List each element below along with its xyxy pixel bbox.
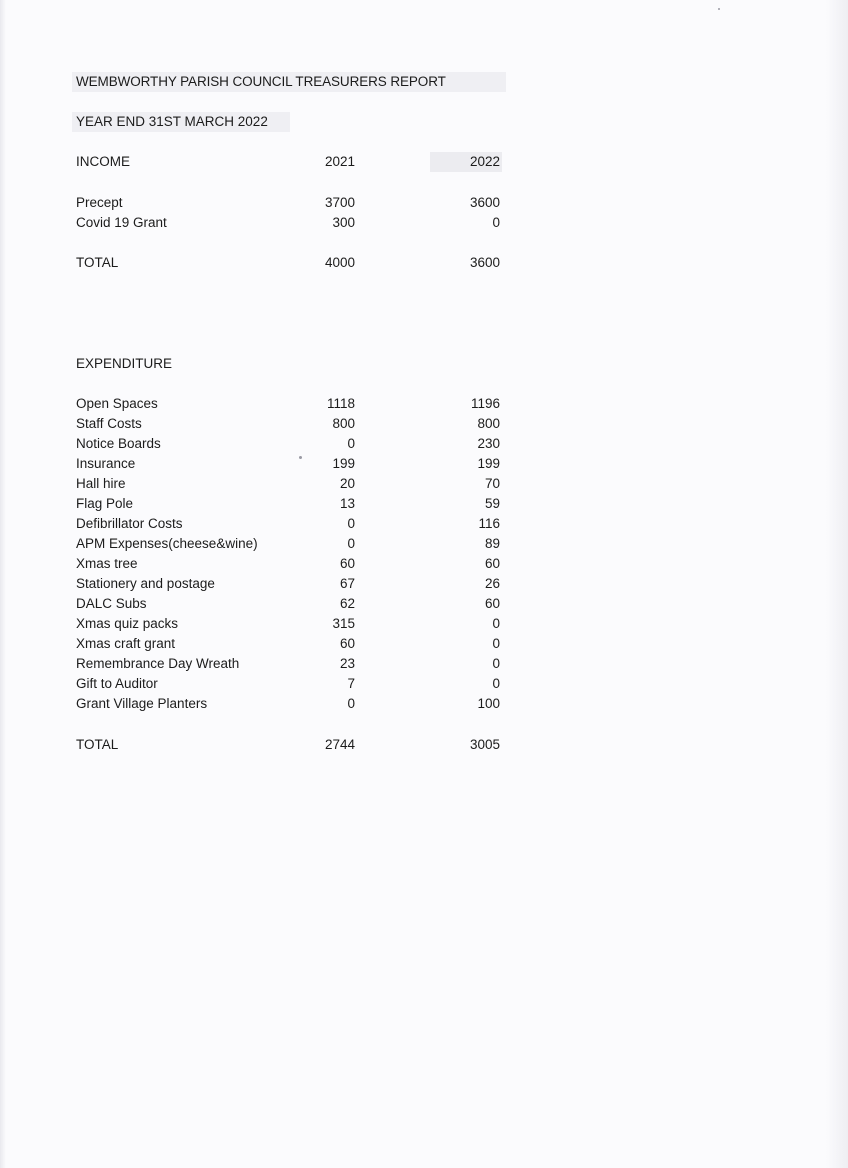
income-header-row (76, 152, 500, 172)
expenditure-row (76, 454, 500, 474)
value-2022: 70 (484, 476, 500, 491)
scan-edge-left (0, 0, 6, 1168)
row-label: Flag Pole (76, 496, 134, 511)
value-2021: 7 (347, 676, 355, 691)
value-2022: 100 (477, 696, 500, 711)
scan-speck (718, 8, 720, 10)
row-label: DALC Subs (76, 596, 147, 611)
total-2022: 3600 (469, 255, 500, 270)
expenditure-row (76, 494, 500, 514)
value-2021: 23 (339, 656, 355, 671)
value-2022: 0 (492, 656, 500, 671)
value-2022: 0 (492, 636, 500, 651)
value-2021: 20 (339, 476, 355, 491)
expenditure-row (76, 514, 500, 534)
report-title: WEMBWORTHY PARISH COUNCIL TREASURERS REPORT (72, 72, 506, 92)
expenditure-header-row (76, 354, 500, 374)
income-row (76, 213, 500, 233)
expenditure-row (76, 654, 500, 674)
report-subtitle: YEAR END 31ST MARCH 2022 (72, 112, 290, 132)
total-label: TOTAL (76, 255, 119, 270)
expenditure-row (76, 434, 500, 454)
total-2021: 2744 (324, 737, 355, 752)
row-label: Gift to Auditor (76, 676, 158, 691)
expenditure-row (76, 414, 500, 434)
value-2021: 62 (339, 596, 355, 611)
row-label: Grant Village Planters (76, 696, 208, 711)
expenditure-row (76, 594, 500, 614)
expenditure-heading: EXPENDITURE (76, 356, 173, 371)
value-2021: 0 (347, 536, 355, 551)
row-label: Precept (76, 195, 123, 210)
value-2021: 800 (332, 416, 355, 431)
expenditure-row (76, 694, 500, 714)
expenditure-row (76, 674, 500, 694)
value-2021: 67 (339, 576, 355, 591)
expenditure-total-row (76, 735, 500, 755)
value-2021: 315 (332, 616, 355, 631)
expenditure-row (76, 534, 500, 554)
row-label: Covid 19 Grant (76, 215, 167, 230)
value-2022: 116 (478, 516, 500, 531)
scan-edge-right (826, 0, 848, 1168)
value-2022: 800 (477, 416, 500, 431)
value-2021: 60 (339, 556, 355, 571)
value-2021: 0 (347, 436, 355, 451)
total-2021: 4000 (324, 255, 355, 270)
row-label: Stationery and postage (76, 576, 215, 591)
row-label: Open Spaces (76, 396, 158, 411)
column-header-2021: 2021 (324, 154, 355, 169)
value-2021: 1118 (326, 396, 355, 411)
value-2021: 0 (347, 696, 355, 711)
expenditure-row (76, 474, 500, 494)
income-heading: INCOME (76, 154, 130, 169)
column-header-2022: 2022 (469, 154, 500, 169)
row-label: Notice Boards (76, 436, 161, 451)
expenditure-row (76, 554, 500, 574)
expenditure-row (76, 634, 500, 654)
row-label: Xmas quiz packs (76, 616, 179, 631)
row-label: Remembrance Day Wreath (76, 656, 240, 671)
value-2021: 199 (332, 456, 355, 471)
income-row (76, 193, 500, 213)
income-total-row (76, 253, 500, 273)
value-2022: 1196 (470, 396, 500, 411)
value-2021: 3700 (324, 195, 355, 210)
value-2022: 60 (484, 556, 500, 571)
expenditure-row (76, 394, 500, 414)
value-2022: 0 (492, 676, 500, 691)
total-label: TOTAL (76, 737, 119, 752)
row-label: Hall hire (76, 476, 126, 491)
total-2022: 3005 (469, 737, 500, 752)
row-label: Staff Costs (76, 416, 142, 431)
expenditure-row (76, 574, 500, 594)
expenditure-row (76, 614, 500, 634)
value-2022: 59 (484, 496, 500, 511)
value-2021: 60 (339, 636, 355, 651)
row-label: Xmas tree (76, 556, 138, 571)
value-2021: 13 (339, 496, 355, 511)
value-2022: 3600 (469, 195, 500, 210)
value-2022: 199 (477, 456, 500, 471)
row-label: Defibrillator Costs (76, 516, 183, 531)
row-label: APM Expenses(cheese&wine) (76, 536, 258, 551)
row-label: Xmas craft grant (76, 636, 176, 651)
value-2021: 300 (332, 215, 355, 230)
value-2022: 60 (484, 596, 500, 611)
value-2022: 230 (477, 436, 500, 451)
row-label: Insurance (76, 456, 136, 471)
value-2022: 89 (484, 536, 500, 551)
value-2022: 0 (492, 215, 500, 230)
value-2022: 26 (484, 576, 500, 591)
value-2022: 0 (492, 616, 500, 631)
value-2021: 0 (347, 516, 355, 531)
